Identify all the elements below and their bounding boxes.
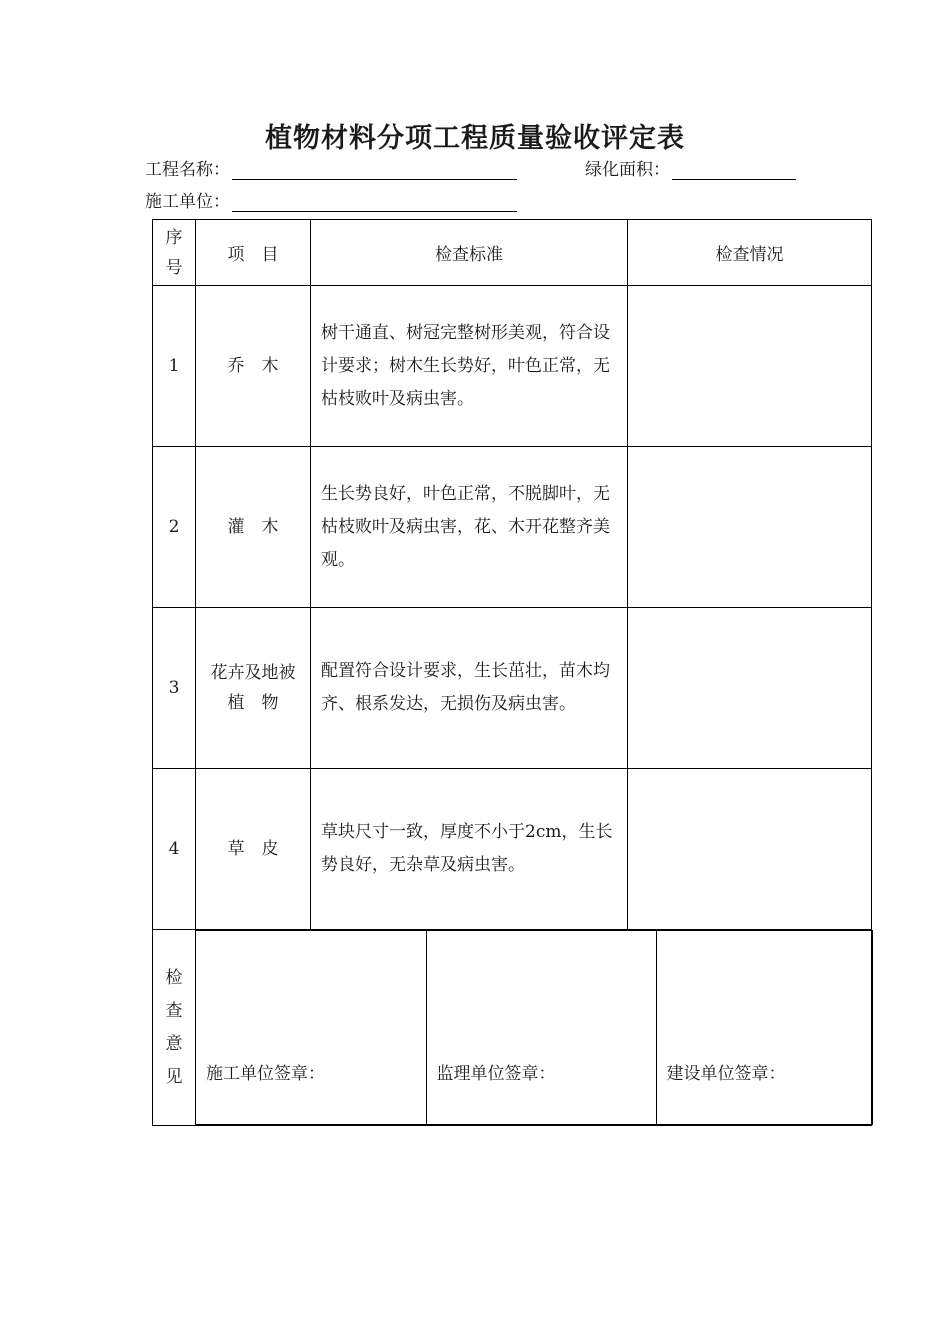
row-no: 4 bbox=[153, 769, 196, 930]
project-name-blank[interactable] bbox=[232, 163, 517, 180]
supervision-signature-label: 监理单位签章： bbox=[436, 1064, 556, 1084]
row-standard: 树干通直、树冠完整树形美观，符合设计要求；树木生长势好，叶色正常，无枯枝败叶及病虫害。 bbox=[311, 286, 628, 447]
table-row bbox=[153, 286, 872, 447]
opinion-label bbox=[153, 930, 196, 1126]
construction-unit-field bbox=[145, 187, 517, 212]
row-item-line: 乔 木 bbox=[227, 356, 279, 376]
signature-table bbox=[196, 930, 873, 1125]
project-name-label: 工程名称： bbox=[145, 160, 230, 180]
row-item bbox=[196, 769, 311, 930]
construction-unit-blank[interactable] bbox=[232, 195, 517, 212]
construction-signature-cell[interactable] bbox=[196, 931, 426, 1125]
header-standard: 检查标准 bbox=[311, 220, 628, 286]
row-item bbox=[196, 447, 311, 608]
table-row bbox=[153, 608, 872, 769]
inspection-table bbox=[152, 219, 872, 1126]
row-standard: 生长势良好，叶色正常，不脱脚叶，无枯枝败叶及病虫害，花、木开花整齐美观。 bbox=[311, 447, 628, 608]
row-situation[interactable] bbox=[628, 286, 872, 447]
opinion-label-char: 见 bbox=[165, 1066, 183, 1087]
row-no: 3 bbox=[153, 608, 196, 769]
row-item bbox=[196, 608, 311, 769]
opinion-row bbox=[153, 930, 872, 1126]
opinion-label-char: 检 bbox=[165, 967, 183, 988]
row-situation[interactable] bbox=[628, 447, 872, 608]
supervision-signature-cell[interactable] bbox=[426, 931, 656, 1125]
header-row bbox=[153, 220, 872, 286]
header-situation: 检查情况 bbox=[628, 220, 872, 286]
page-title: 植物材料分项工程质量验收评定表 bbox=[265, 123, 685, 154]
greening-area-field bbox=[585, 155, 796, 180]
opinion-label-char: 意 bbox=[165, 1033, 183, 1054]
row-no: 2 bbox=[153, 447, 196, 608]
owner-signature-label: 建设单位签章： bbox=[666, 1064, 786, 1084]
row-item-line: 花卉及地被 bbox=[210, 663, 296, 683]
row-item bbox=[196, 286, 311, 447]
row-item-line: 草 皮 bbox=[227, 839, 279, 859]
header-item: 项 目 bbox=[196, 220, 311, 286]
table-row bbox=[153, 447, 872, 608]
row-standard: 草块尺寸一致，厚度不小于2cm，生长势良好，无杂草及病虫害。 bbox=[311, 769, 628, 930]
project-name-field bbox=[145, 155, 517, 180]
row-no: 1 bbox=[153, 286, 196, 447]
table-row bbox=[153, 769, 872, 930]
header-no-line: 号 bbox=[165, 257, 183, 278]
row-situation[interactable] bbox=[628, 608, 872, 769]
owner-signature-cell[interactable] bbox=[656, 931, 872, 1125]
construction-unit-label: 施工单位： bbox=[145, 192, 230, 212]
row-standard: 配置符合设计要求，生长茁壮，苗木均齐、根系发达，无损伤及病虫害。 bbox=[311, 608, 628, 769]
header-no bbox=[153, 220, 196, 286]
greening-area-blank[interactable] bbox=[672, 163, 796, 180]
signature-area bbox=[196, 930, 872, 1126]
row-item-line: 灌 木 bbox=[227, 517, 279, 537]
row-item-line: 植 物 bbox=[227, 693, 279, 713]
greening-area-label: 绿化面积： bbox=[585, 160, 670, 180]
header-no-line: 序 bbox=[165, 227, 183, 248]
opinion-label-char: 查 bbox=[165, 1000, 183, 1021]
row-situation[interactable] bbox=[628, 769, 872, 930]
construction-signature-label: 施工单位签章： bbox=[206, 1064, 325, 1084]
